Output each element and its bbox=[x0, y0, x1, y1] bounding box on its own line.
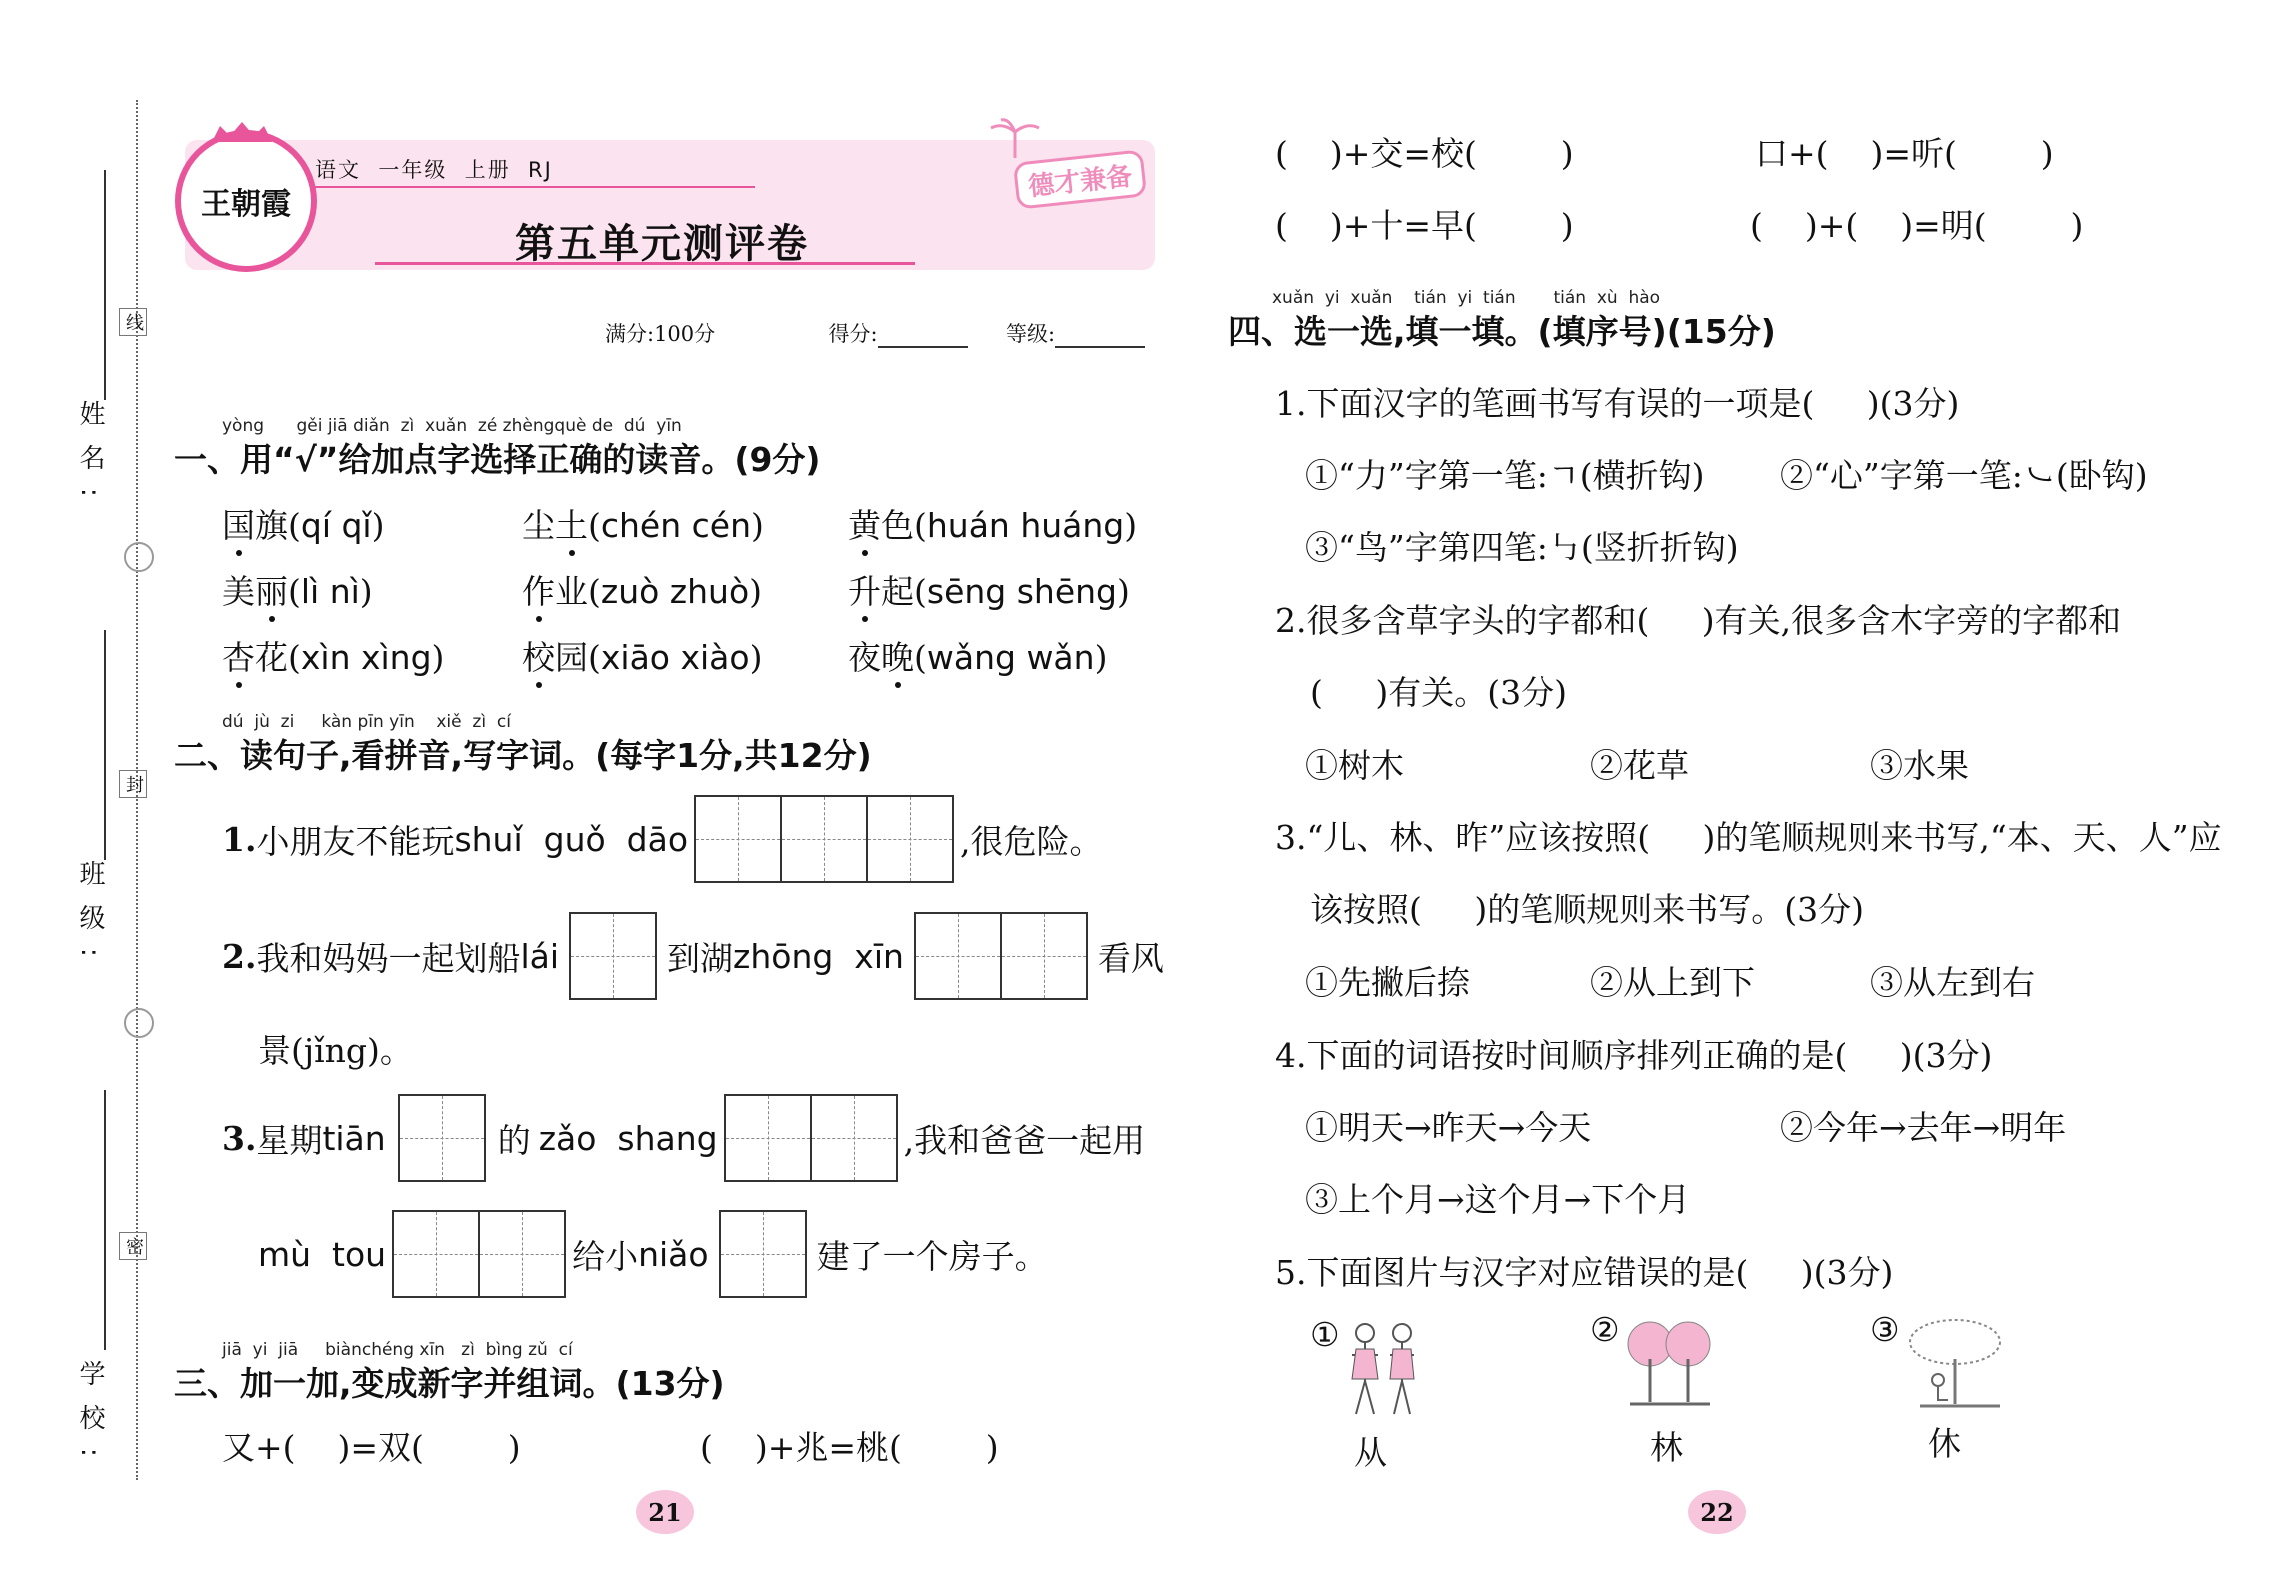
s4-pinyin: xuǎn yi xuǎn tián yi tián tián xù hào bbox=[1272, 288, 1661, 308]
s4-option: ①先撇后捺 bbox=[1305, 963, 1470, 1002]
picture-char: 林 bbox=[1650, 1428, 1683, 1467]
name-label: 姓名: bbox=[75, 400, 105, 515]
s1-title: 一、用“√”给加点字选择正确的读音。(9分) bbox=[174, 440, 821, 479]
full-score: 满分:100分 bbox=[605, 322, 716, 346]
class-label: 班级: bbox=[75, 860, 105, 975]
s4-option: ③“鸟”字第四笔:㇉(竖折折钩) bbox=[1305, 528, 1739, 567]
binding-strip bbox=[0, 0, 145, 1582]
s2-q1: 1. 小朋友不能玩 shuǐ guǒ dāo ,很危险。 bbox=[222, 795, 1103, 883]
s4-q3: 3.“儿、林、昨”应该按照( )的笔顺规则来书写,“本、天、人”应 bbox=[1275, 818, 2222, 857]
badge bbox=[1013, 149, 1147, 209]
picture-option bbox=[1590, 1310, 1740, 1467]
page-number: 22 bbox=[1688, 1490, 1746, 1534]
palm-tree-icon bbox=[985, 118, 1045, 158]
s1-item: 黄色(huán huáng) bbox=[848, 500, 1137, 547]
grade-label: 等级: bbox=[1006, 322, 1056, 346]
binding-word-seal: 封 bbox=[119, 770, 147, 798]
two-people-icon bbox=[1340, 1319, 1430, 1429]
s2-title: 二、读句子,看拼音,写字词。(每字1分,共12分) bbox=[174, 736, 872, 775]
s3-title: 三、加一加,变成新字并组词。(13分) bbox=[174, 1364, 725, 1403]
picture-option bbox=[1310, 1315, 1460, 1472]
s4-option: ②“心”字第一笔:㇃(卧钩) bbox=[1780, 456, 2148, 495]
s4-q2-cont: ( )有关。(3分) bbox=[1310, 673, 1567, 712]
binding-hole bbox=[124, 542, 154, 572]
s4-option: ①明天→昨天→今天 bbox=[1305, 1108, 1592, 1147]
grade-field[interactable] bbox=[1055, 346, 1145, 348]
s4-q1: 1.下面汉字的笔画书写有误的一项是( )(3分) bbox=[1275, 384, 1960, 423]
s4-option: ①树木 bbox=[1305, 746, 1404, 785]
s3-item: ( )+十=早( ) bbox=[1275, 206, 1574, 245]
s4-q2: 2.很多含草字头的字都和( )有关,很多含木字旁的字都和 bbox=[1275, 601, 2122, 640]
q-number: 1. bbox=[222, 819, 257, 859]
s1-item: 作业(zuò zhuò) bbox=[522, 566, 762, 613]
s4-option: ②从上到下 bbox=[1590, 963, 1755, 1002]
writing-grid[interactable] bbox=[719, 1210, 807, 1298]
option-number: ① bbox=[1310, 1315, 1340, 1354]
s3-item: ( )+( )=明( ) bbox=[1750, 206, 2084, 245]
s4-q3-cont: 该按照( )的笔顺规则来书写。(3分) bbox=[1310, 890, 1864, 929]
picture-char: 休 bbox=[1928, 1424, 1961, 1463]
s4-option: ③水果 bbox=[1870, 746, 1969, 785]
s1-item: 校园(xiāo xiào) bbox=[522, 632, 762, 679]
s2-q2: 2. 我和妈妈一起划船 lái 到湖 zhōng xīn 看风 bbox=[222, 912, 1164, 1000]
header-banner bbox=[185, 140, 1155, 270]
s2-q3-cont: mù tou 给小 niǎo 建了一个房子。 bbox=[258, 1210, 1048, 1298]
s1-item: 尘土(chén cén) bbox=[522, 500, 764, 547]
s3-item: 又+( )=双( ) bbox=[222, 1428, 521, 1467]
s1-item: 升起(sēng shēng) bbox=[848, 566, 1130, 613]
s4-option: ②今年→去年→明年 bbox=[1780, 1108, 2067, 1147]
s4-title: 四、选一选,填一填。(填序号)(15分) bbox=[1228, 312, 1776, 351]
writing-grid[interactable] bbox=[724, 1094, 898, 1182]
brand-name: 王朝霞 bbox=[201, 187, 291, 222]
s3-item: 口+( )=听( ) bbox=[1755, 134, 2054, 173]
option-number: ② bbox=[1590, 1310, 1620, 1349]
score-line bbox=[605, 318, 1145, 348]
s3-pinyin: jiā yi jiā biànchéng xīn zì bìng zǔ cí bbox=[222, 1340, 573, 1360]
writing-grid[interactable] bbox=[694, 795, 954, 883]
binding-word-dense: 密 bbox=[119, 1232, 147, 1260]
s4-option: ③上个月→这个月→下个月 bbox=[1305, 1180, 1691, 1219]
s1-item: 美丽(lì nì) bbox=[222, 566, 373, 613]
q-number: 2. bbox=[222, 936, 257, 976]
s2-pinyin: dú jù zi kàn pīn yīn xiě zì cí bbox=[222, 712, 511, 732]
two-trees-icon bbox=[1620, 1314, 1720, 1414]
picture-char: 从 bbox=[1354, 1433, 1387, 1472]
q-number: 3. bbox=[222, 1118, 257, 1158]
option-number: ③ bbox=[1870, 1310, 1900, 1349]
binding-hole bbox=[124, 1008, 154, 1038]
s1-item: 夜晚(wǎng wǎn) bbox=[848, 632, 1107, 679]
school-underline bbox=[104, 1090, 106, 1350]
writing-grid[interactable] bbox=[392, 1210, 566, 1298]
badge-text: 德才兼备 bbox=[1026, 161, 1134, 203]
s1-item: 国旗(qí qǐ) bbox=[222, 500, 384, 547]
person-under-tree-icon bbox=[1900, 1314, 2010, 1414]
s3-item: ( )+兆=桃( ) bbox=[700, 1428, 999, 1467]
class-underline bbox=[104, 630, 106, 860]
subject-line: 语文 一年级 上册 RJ bbox=[315, 158, 553, 182]
writing-grid[interactable] bbox=[398, 1094, 486, 1182]
s2-q3: 3. 星期 tiān 的 zǎo shang ,我和爸爸一起用 bbox=[222, 1094, 1145, 1182]
s1-item: 杏花(xìn xìng) bbox=[222, 632, 444, 679]
picture-option bbox=[1870, 1310, 2020, 1463]
school-label: 学校: bbox=[75, 1360, 105, 1475]
s4-q5: 5.下面图片与汉字对应错误的是( )(3分) bbox=[1275, 1253, 1894, 1292]
s3-item: ( )+交=校( ) bbox=[1275, 134, 1574, 173]
title-underline bbox=[375, 262, 915, 265]
brand-logo bbox=[175, 130, 317, 272]
got-score-field[interactable] bbox=[878, 346, 968, 348]
s4-q4: 4.下面的词语按时间顺序排列正确的是( )(3分) bbox=[1275, 1036, 1993, 1075]
page-number: 21 bbox=[636, 1490, 694, 1534]
s4-option: ①“力”字第一笔:ㄱ(横折钩) bbox=[1305, 456, 1705, 495]
binding-word-line: 线 bbox=[119, 308, 147, 336]
crown-icon bbox=[212, 122, 272, 144]
exam-title: 第五单元测评卷 bbox=[515, 221, 809, 267]
s2-q2-cont: 景(jǐng)。 bbox=[258, 1031, 413, 1070]
s4-option: ②花草 bbox=[1590, 746, 1689, 785]
s1-pinyin: yòng gěi jiā diǎn zì xuǎn zé zhèngquè de dú yīn bbox=[222, 416, 682, 436]
name-underline bbox=[104, 170, 106, 400]
writing-grid[interactable] bbox=[569, 912, 657, 1000]
subject-underline bbox=[315, 186, 755, 188]
s4-option: ③从左到右 bbox=[1870, 963, 2035, 1002]
got-score-label: 得分: bbox=[828, 322, 878, 346]
writing-grid[interactable] bbox=[914, 912, 1088, 1000]
